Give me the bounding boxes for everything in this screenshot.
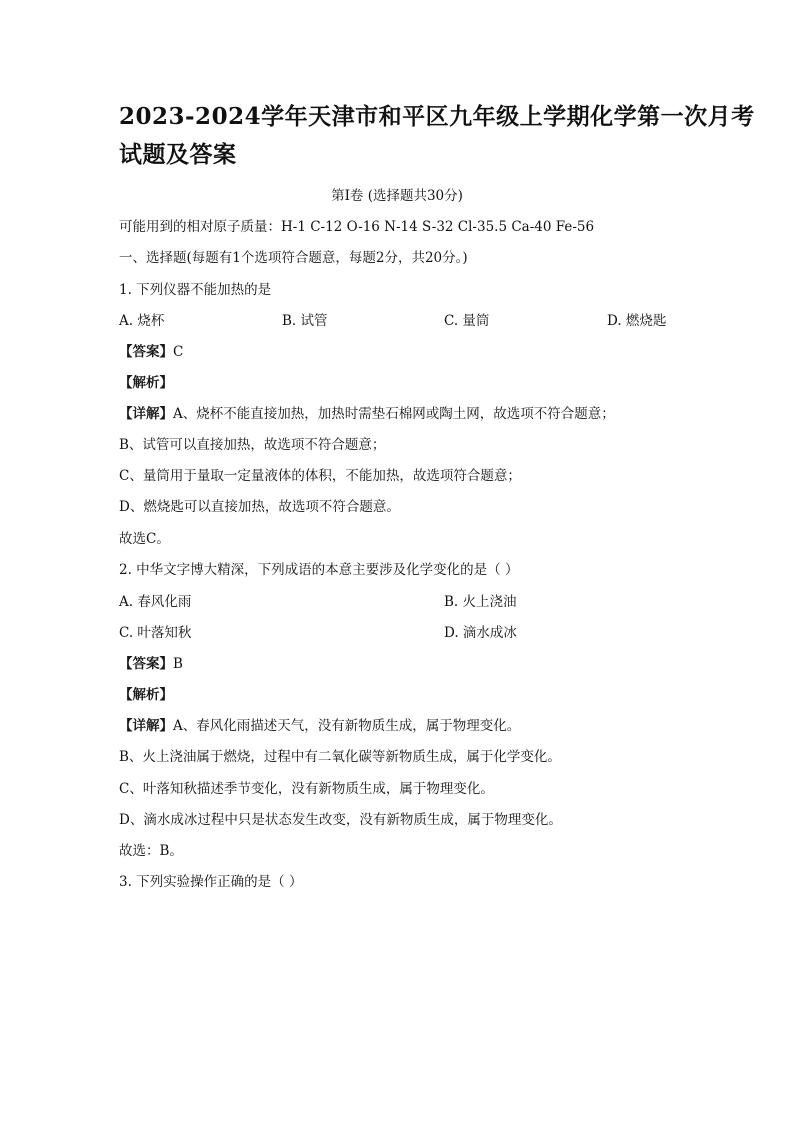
question-1-detail-2: B、试管可以直接加热，故选项不符合题意； (119, 437, 386, 453)
question-1-answer (119, 342, 183, 362)
question-2-answer (119, 654, 183, 674)
answer-tag: 【答案】 (119, 344, 173, 360)
answer-value: B (173, 656, 183, 672)
question-1-stem: 1. 下列仪器不能加热的是 (119, 282, 272, 298)
question-1-option-c: C. 量筒 (444, 313, 490, 329)
detail-text: A、春风化雨描述天气，没有新物质生成，属于物理变化。 (173, 718, 521, 734)
question-2-detail-1 (119, 716, 520, 736)
title-line-2: 试题及答案 (119, 141, 237, 168)
part-one-heading: 一、选择题(每题有1个选项符合题意，每题2分，共20分。) (119, 250, 468, 266)
question-2-detail-3: C、叶落知秋描述季节变化，没有新物质生成，属于物理变化。 (119, 781, 494, 797)
analysis-tag: 【解析】 (119, 375, 173, 391)
detail-text: A、烧杯不能直接加热，加热时需垫石棉网或陶土网，故选项不符合题意； (173, 406, 615, 422)
title-line-1: 2023-2024学年天津市和平区九年级上学期化学第一次月考 (119, 103, 755, 130)
question-1-detail-1 (119, 404, 615, 424)
question-1-detail-3: C、量筒用于量取一定量液体的体积，不能加热，故选项符合题意； (119, 468, 521, 484)
answer-value: C (173, 344, 184, 360)
question-2-option-b: B. 火上浇油 (444, 594, 517, 610)
question-2-stem: 2. 中华文字博大精深，下列成语的本意主要涉及化学变化的是（ ） (119, 562, 519, 578)
question-2-detail-2: B、火上浇油属于燃烧，过程中有二氧化碳等新物质生成，属于化学变化。 (119, 749, 561, 765)
question-1-detail-4: D、燃烧匙可以直接加热，故选项不符合题意。 (119, 499, 400, 515)
detail-tag: 【详解】 (119, 406, 173, 422)
question-1-option-d: D. 燃烧匙 (607, 313, 667, 329)
detail-tag: 【详解】 (119, 718, 173, 734)
answer-tag: 【答案】 (119, 656, 173, 672)
question-1-option-b: B. 试管 (282, 313, 328, 329)
question-3-stem: 3. 下列实验操作正确的是（ ） (119, 874, 303, 890)
question-1-conclusion: 故选C。 (119, 531, 170, 547)
section-heading: 第Ⅰ卷 (选择题共30分) (331, 188, 463, 204)
question-1-option-a: A. 烧杯 (119, 313, 165, 329)
question-2-detail-4: D、滴水成冰过程中只是状态发生改变，没有新物质生成，属于物理变化。 (119, 812, 562, 828)
question-2-analysis-tag (119, 685, 173, 705)
document-title (119, 98, 755, 174)
question-2-option-d: D. 滴水成冰 (444, 625, 517, 641)
atomic-mass-note: 可能用到的相对原子质量：H-1 C-12 O-16 N-14 S-32 Cl-35.5 Ca-40 Fe-56 (119, 219, 595, 235)
question-2-option-c: C. 叶落知秋 (119, 625, 192, 641)
analysis-tag: 【解析】 (119, 687, 173, 703)
question-1-analysis-tag (119, 373, 173, 393)
question-2-conclusion: 故选：B。 (119, 843, 183, 859)
question-2-option-a: A. 春风化雨 (119, 594, 192, 610)
